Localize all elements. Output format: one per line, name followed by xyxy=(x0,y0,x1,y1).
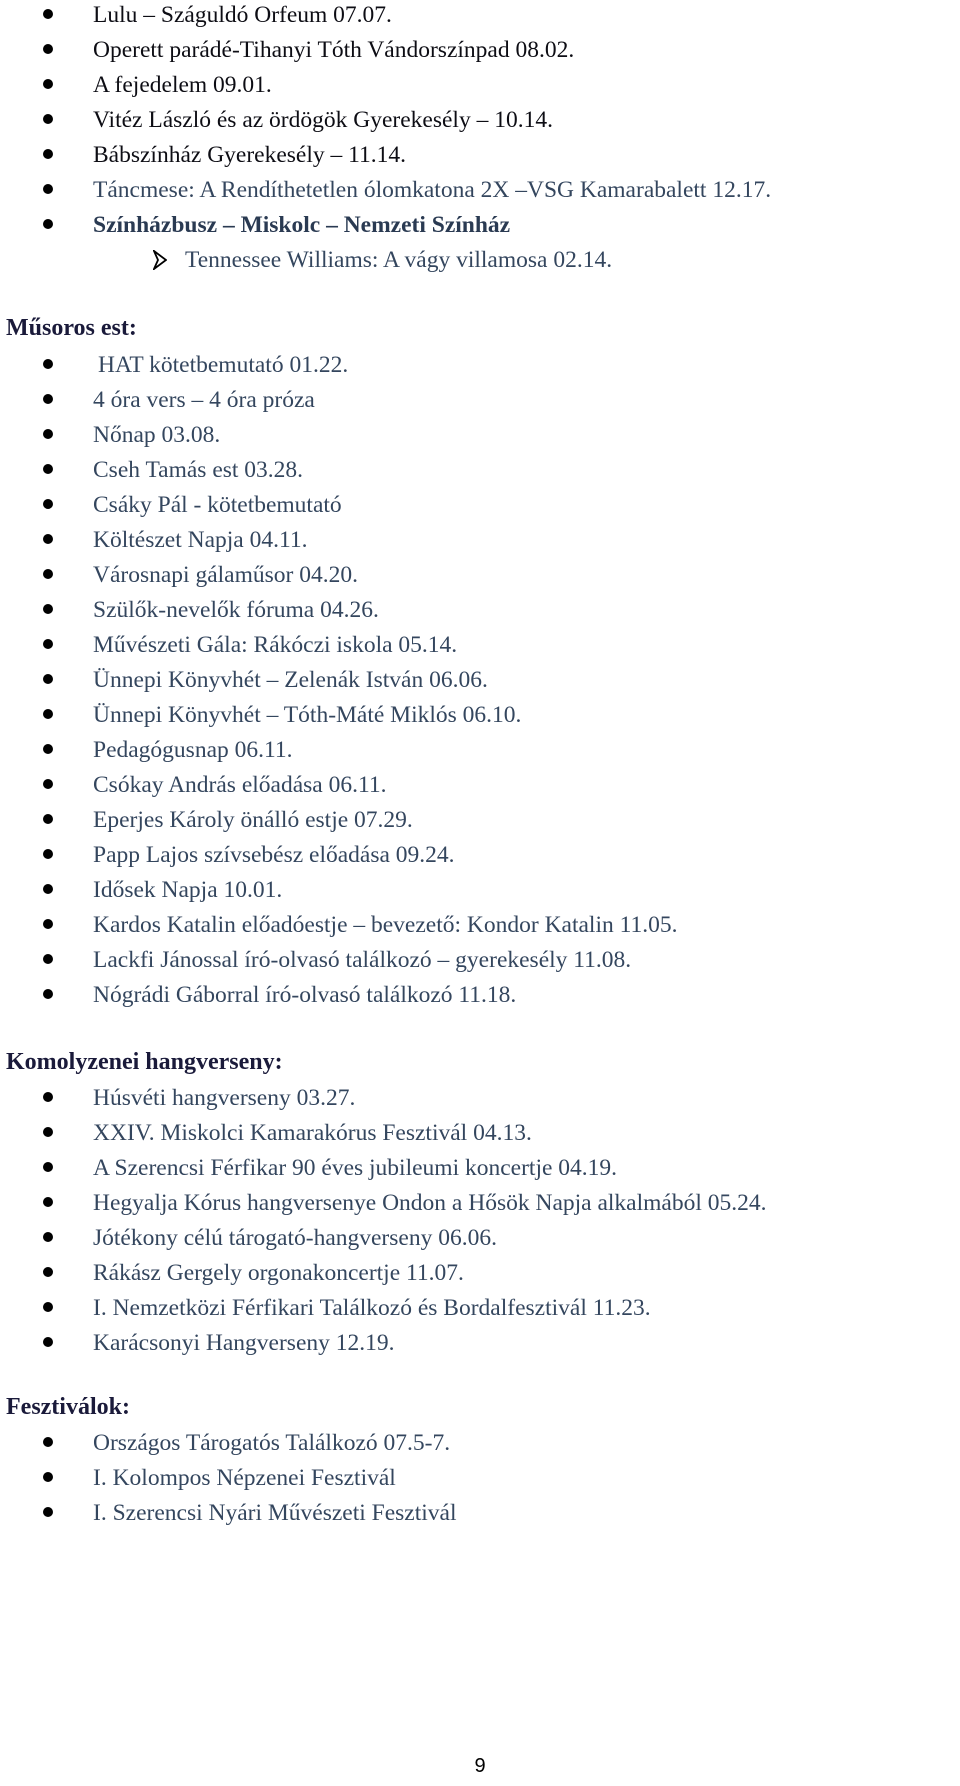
list-item-text: Papp Lajos szívsebész előadása 09.24. xyxy=(93,842,455,868)
bullet-icon xyxy=(43,499,53,509)
list-item-text: HAT kötetbemutató 01.22. xyxy=(98,352,349,378)
bullet-icon xyxy=(43,1162,53,1172)
list-item-text: A Szerencsi Férfikar 90 éves jubileumi koncertje 04.19. xyxy=(93,1155,618,1181)
bullet-icon xyxy=(43,1507,53,1517)
bullet-icon xyxy=(43,639,53,649)
list-item-text: Eperjes Károly önálló estje 07.29. xyxy=(93,807,413,833)
bullet-icon xyxy=(43,884,53,894)
list-item-text: Költészet Napja 04.11. xyxy=(93,527,308,553)
list-item-text: I. Kolompos Népzenei Fesztivál xyxy=(93,1465,396,1491)
bullet-icon xyxy=(43,149,53,159)
bullet-icon xyxy=(43,44,53,54)
section-heading-komolyzenei-hangverseny: Komolyzenei hangverseny: xyxy=(6,1049,283,1075)
list-item-text: Színházbusz – Miskolc – Nemzeti Színház xyxy=(93,212,511,238)
list-item-text: Hegyalja Kórus hangversenye Ondon a Hősök Napja alkalmából 05.24. xyxy=(93,1190,767,1216)
list-item-text: Nőnap 03.08. xyxy=(93,422,221,448)
page-number: 9 xyxy=(474,1755,486,1777)
bullet-icon xyxy=(43,464,53,474)
list-item-text: Nógrádi Gáborral író-olvasó találkozó 11.18. xyxy=(93,982,517,1008)
bullet-icon xyxy=(43,359,53,369)
bullet-icon xyxy=(43,1337,53,1347)
arrowhead-bullet-icon xyxy=(153,250,167,270)
list-item-text: Kardos Katalin előadóestje – bevezető: Kondor Katalin 11.05. xyxy=(93,912,678,938)
list-item-text: Bábszínház Gyerekesély – 11.14. xyxy=(93,142,407,168)
list-item-text: Ünnepi Könyvhét – Zelenák István 06.06. xyxy=(93,667,488,693)
list-item-text: I. Szerencsi Nyári Művészeti Fesztivál xyxy=(93,1500,457,1526)
bullet-icon xyxy=(43,534,53,544)
bullet-icon xyxy=(43,1302,53,1312)
list-item-text: 4 óra vers – 4 óra próza xyxy=(93,387,315,413)
bullet-icon xyxy=(43,709,53,719)
bullet-icon xyxy=(43,184,53,194)
list-item-text: I. Nemzetközi Férfikari Találkozó és Bordalfesztivál 11.23. xyxy=(93,1295,651,1321)
bullet-icon xyxy=(43,849,53,859)
bullet-icon xyxy=(43,1197,53,1207)
list-item-text: Szülők-nevelők fóruma 04.26. xyxy=(93,597,379,623)
list-item-text: Lackfi Jánossal író-olvasó találkozó – gyerekesély 11.08. xyxy=(93,947,632,973)
bullet-icon xyxy=(43,919,53,929)
bullet-icon xyxy=(43,429,53,439)
bullet-icon xyxy=(43,9,53,19)
list-item-text: Lulu – Száguldó Orfeum 07.07. xyxy=(93,2,392,28)
list-item-text: Csáky Pál - kötetbemutató xyxy=(93,492,342,518)
bullet-icon xyxy=(43,1127,53,1137)
list-item-text: XXIV. Miskolci Kamarakórus Fesztivál 04.13. xyxy=(93,1120,532,1146)
list-item-text: Vitéz László és az ördögök Gyerekesély – 10.14. xyxy=(93,107,553,133)
list-item-text: Cseh Tamás est 03.28. xyxy=(93,457,304,483)
bullet-icon xyxy=(43,1472,53,1482)
list-item-text: Táncmese: A Rendíthetetlen ólomkatona 2X –VSG Kamarabalett 12.17. xyxy=(93,177,772,203)
bullet-icon xyxy=(43,219,53,229)
bullet-icon xyxy=(43,1232,53,1242)
list-item-text: Idősek Napja 10.01. xyxy=(93,877,283,903)
list-item-text: Húsvéti hangverseny 03.27. xyxy=(93,1085,356,1111)
list-item-text: Karácsonyi Hangverseny 12.19. xyxy=(93,1330,395,1356)
list-item-text: Városnapi gálaműsor 04.20. xyxy=(93,562,358,588)
bullet-icon xyxy=(43,744,53,754)
bullet-icon xyxy=(43,114,53,124)
bullet-icon xyxy=(43,569,53,579)
list-item-text: Rákász Gergely orgonakoncertje 11.07. xyxy=(93,1260,464,1286)
list-item-text: A fejedelem 09.01. xyxy=(93,72,272,98)
bullet-icon xyxy=(43,779,53,789)
list-item-text: Művészeti Gála: Rákóczi iskola 05.14. xyxy=(93,632,458,658)
bullet-icon xyxy=(43,814,53,824)
section-heading-fesztivalok: Fesztiválok: xyxy=(6,1394,130,1420)
list-item-text: Ünnepi Könyvhét – Tóth-Máté Miklós 06.10. xyxy=(93,702,522,728)
bullet-icon xyxy=(43,604,53,614)
bullet-icon xyxy=(43,1267,53,1277)
bullet-icon xyxy=(43,1437,53,1447)
section-heading-musoros-est: Műsoros est: xyxy=(6,315,137,341)
sub-list-item-text: Tennessee Williams: A vágy villamosa 02.14. xyxy=(185,247,613,273)
bullet-icon xyxy=(43,674,53,684)
bullet-icon xyxy=(43,954,53,964)
bullet-icon xyxy=(43,79,53,89)
bullet-icon xyxy=(43,989,53,999)
list-item-text: Csókay András előadása 06.11. xyxy=(93,772,387,798)
list-item-text: Operett parádé-Tihanyi Tóth Vándorszínpad 08.02. xyxy=(93,37,575,63)
list-item-text: Jótékony célú tárogató-hangverseny 06.06. xyxy=(93,1225,497,1251)
list-item-text: Pedagógusnap 06.11. xyxy=(93,737,293,763)
bullet-icon xyxy=(43,394,53,404)
bullet-icon xyxy=(43,1092,53,1102)
list-item-text: Országos Tárogatós Találkozó 07.5-7. xyxy=(93,1430,451,1456)
